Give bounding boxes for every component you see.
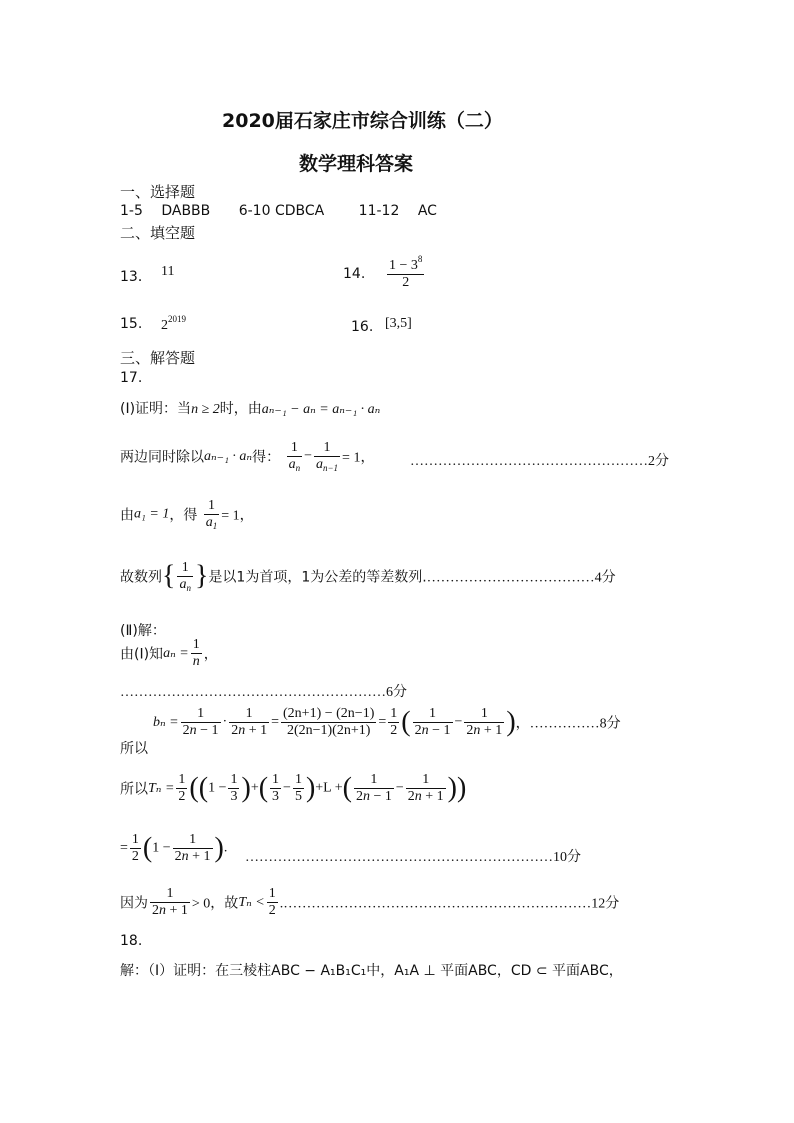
- q17-part1-line: [120, 398, 380, 418]
- q17-line4: 故数列{ $\frac{1}{a_n}$ }是以1为首项，1为公差的等差数列.………………………………4分: [120, 560, 616, 594]
- q16-answer: [3,5]: [385, 316, 412, 331]
- q17-line8-suoyi: 所以: [120, 741, 148, 757]
- q17-line6-eq: aₙ =: [163, 646, 189, 662]
- q17-line9-ellipsis: +L +: [315, 780, 343, 796]
- q17-line2: 两边同时除以aₙ₋₁ · aₙ得： $\frac{1}{a_n}$ − $\frac{1}{a_{n-1}}$ = 1，: [120, 440, 375, 474]
- q17-part1-equation: aₙ₋₁ − aₙ = aₙ₋₁ · aₙ: [261, 402, 381, 417]
- q14-exponent: 8: [417, 254, 423, 264]
- q17-line4-score: ………………………………4分: [426, 570, 616, 586]
- q14-answer: [385, 254, 426, 291]
- q17-line2-text: 两边同时除以: [120, 449, 204, 466]
- q17-line8-numerator: (2n+1) − (2n−1): [281, 706, 376, 723]
- q17-line11-score: .…………………………………………………………12分: [279, 896, 620, 912]
- q17-line2-score: ……………………………………………2分: [410, 454, 669, 469]
- q15-exponent: 2019: [168, 314, 186, 324]
- section-heading-fill: 二、填空题: [120, 224, 196, 242]
- q17-line2-equals: = 1，: [342, 450, 375, 466]
- q17-line9: 所以Tₙ = $\frac{1}{2}$ ((1 − $\frac{1}{3}$ )+( $\frac{1}{3}$ − $\frac{1}{5}$ )+L +( $\frac{1}{2n - 1}$ − $\frac{1}{2n + 1}$ )): [120, 772, 467, 805]
- q13-label: 13．: [120, 269, 152, 285]
- q17-line7-score: …………………………………………………6分: [120, 685, 407, 700]
- q17-line8-score: ，……………8分: [515, 716, 621, 732]
- choice-group-1-label: 1-5: [120, 203, 143, 219]
- q15-label: 15.: [120, 316, 143, 332]
- q17-line10-score: …………………………………………………………10分: [245, 850, 581, 865]
- q17-line8-bn: bₙ =: [153, 715, 179, 731]
- q17-line2-get: 得：: [252, 449, 281, 466]
- q17-line3-text: 由: [120, 507, 134, 524]
- q17-line8: bₙ = $\frac{1}{2n - 1}$ · $\frac{1}{2n + 1}$ = $\frac{(2n+1) - (2n-1)}{2(2n-1)(2n+1)}$ = $\frac{1}{2}$ ( $\frac{1}{2n - 1}$ − $\frac{1}{2n + 1}$ )，……………8分: [153, 706, 621, 739]
- choice-group-2: 6-10 CDBCA: [238, 203, 325, 219]
- q17-line6-tail: ，: [203, 646, 218, 663]
- section-heading-solution: 三、解答题: [120, 349, 196, 367]
- choice-group-3-answer: AC: [417, 203, 437, 219]
- q17-line8-denominator: 2(2n−1)(2n+1): [286, 723, 371, 739]
- q15-base: 2: [161, 318, 168, 333]
- q17-part1-condition: n ≥ 2: [191, 402, 220, 417]
- choice-group-3-label: 11-12: [358, 203, 400, 219]
- q17-line4-rest: 是以1为首项，1为公差的等差数列.: [208, 569, 427, 586]
- q17-part1-label: (Ⅰ)证明：当: [120, 401, 192, 417]
- q17-line10: = $\frac{1}{2}$ (1 − $\frac{1}{2n + 1}$ ).: [120, 832, 228, 865]
- q17-line3-condition: a₁ = 1: [134, 506, 170, 522]
- q17-line11: 因为 $\frac{1}{2n + 1}$ > 0，故Tₙ < $\frac{1}{2}$ .…………………………………………………………12分: [120, 886, 620, 919]
- page-title: 2020届石家庄市综合训练（二）: [222, 110, 503, 132]
- q17-line3: 由a₁ = 1，得 $\frac{1}{a_1}$ = 1，: [120, 498, 254, 532]
- q17-part1-mid: 时，由: [219, 401, 262, 417]
- q17-line2-divisor: aₙ₋₁ · aₙ: [204, 449, 253, 465]
- q16-label: 16.: [351, 319, 374, 335]
- q17-line6: 由(Ⅰ)知aₙ = $\frac{1}{n}$ ，: [120, 637, 218, 670]
- q17-line3-get: ，得: [169, 507, 198, 524]
- q17-line9-Tn: Tₙ =: [148, 781, 175, 797]
- q17-line9-text: 所以: [120, 781, 148, 798]
- q18-number: 18.: [120, 933, 143, 949]
- q14-numerator: 1 − 3: [389, 258, 418, 273]
- q17-line4-text: 故数列: [120, 569, 162, 586]
- q15-answer: [161, 314, 186, 334]
- page-subtitle: 数学理科答案: [299, 153, 414, 175]
- choice-answers: [120, 203, 437, 219]
- q14-label: 14.: [343, 266, 366, 282]
- q17-line11-text: 因为: [120, 895, 148, 912]
- q17-line3-equals: = 1，: [221, 508, 254, 524]
- section-heading-choice: 一、选择题: [120, 183, 196, 201]
- q14-denominator: 2: [402, 275, 410, 291]
- q17-part2-label: (Ⅱ)解：: [120, 623, 166, 639]
- q17-line11-gt: > 0，故: [191, 896, 239, 912]
- q18-line1: 解：（Ⅰ）证明：在三棱柱ABC − A₁B₁C₁中，A₁A ⊥ 平面ABC，CD ⊂ 平面ABC，: [120, 963, 623, 979]
- q17-line11-Tn: Tₙ <: [238, 895, 265, 911]
- q13-answer: 11: [161, 264, 175, 279]
- choice-group-1-answer: DABBB: [161, 203, 211, 219]
- q17-number: 17.: [120, 370, 143, 386]
- q17-line6-text: 由(Ⅰ)知: [120, 646, 164, 663]
